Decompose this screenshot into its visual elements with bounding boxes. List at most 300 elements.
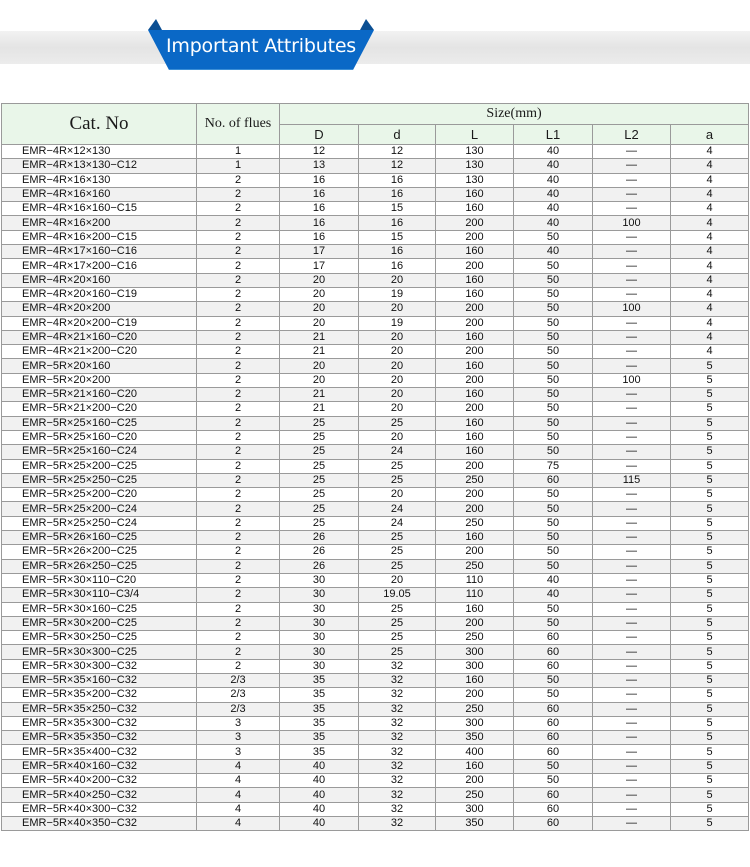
cell-L1: 50 <box>514 373 593 387</box>
cell-D: 12 <box>280 145 359 159</box>
cell-D: 40 <box>280 816 359 830</box>
table-row <box>2 631 749 645</box>
cell-L: 160 <box>436 330 514 344</box>
table-row <box>2 273 749 287</box>
cell-a: 5 <box>671 816 749 830</box>
cell-L: 160 <box>436 273 514 287</box>
cell-D: 26 <box>280 545 359 559</box>
cell-D: 25 <box>280 502 359 516</box>
cell-L: 200 <box>436 688 514 702</box>
cell-L2: — <box>593 202 671 216</box>
cell-D: 25 <box>280 430 359 444</box>
cell-a: 5 <box>671 802 749 816</box>
cell-a: 5 <box>671 716 749 730</box>
cell-flues: 4 <box>197 816 280 830</box>
cell-d: 25 <box>359 631 436 645</box>
cell-cat-no: EMR−5R×30×250−C25 <box>2 631 197 645</box>
header-size-group: Size(mm) <box>280 104 749 125</box>
table-row <box>2 416 749 430</box>
cell-L1: 50 <box>514 259 593 273</box>
cell-flues: 2 <box>197 302 280 316</box>
cell-d: 32 <box>359 774 436 788</box>
cell-D: 16 <box>280 216 359 230</box>
cell-flues: 2/3 <box>197 673 280 687</box>
cell-L2: — <box>593 531 671 545</box>
cell-L: 160 <box>436 430 514 444</box>
table-row <box>2 616 749 630</box>
cell-L: 160 <box>436 245 514 259</box>
cell-L: 200 <box>436 502 514 516</box>
cell-cat-no: EMR−5R×30×160−C25 <box>2 602 197 616</box>
cell-cat-no: EMR−4R×20×160−C19 <box>2 287 197 301</box>
cell-L1: 50 <box>514 673 593 687</box>
cell-d: 19 <box>359 316 436 330</box>
cell-L2: — <box>593 516 671 530</box>
cell-L: 250 <box>436 788 514 802</box>
cell-flues: 2 <box>197 573 280 587</box>
cell-L2: — <box>593 659 671 673</box>
cell-flues: 2/3 <box>197 688 280 702</box>
cell-d: 25 <box>359 559 436 573</box>
cell-d: 32 <box>359 673 436 687</box>
cell-L1: 40 <box>514 159 593 173</box>
cell-flues: 2 <box>197 230 280 244</box>
cell-L1: 40 <box>514 216 593 230</box>
cell-flues: 2 <box>197 602 280 616</box>
cell-L2: — <box>593 330 671 344</box>
cell-a: 4 <box>671 145 749 159</box>
table-body <box>2 145 749 831</box>
cell-cat-no: EMR−4R×12×130 <box>2 145 197 159</box>
cell-D: 30 <box>280 573 359 587</box>
header-L2: L2 <box>593 125 671 145</box>
cell-L2: — <box>593 287 671 301</box>
cell-L1: 50 <box>514 402 593 416</box>
table-row <box>2 373 749 387</box>
cell-flues: 2 <box>197 502 280 516</box>
cell-cat-no: EMR−4R×16×160 <box>2 187 197 201</box>
cell-flues: 2 <box>197 545 280 559</box>
cell-L2: — <box>593 688 671 702</box>
cell-D: 40 <box>280 802 359 816</box>
cell-a: 5 <box>671 359 749 373</box>
cell-cat-no: EMR−5R×40×250−C32 <box>2 788 197 802</box>
cell-cat-no: EMR−5R×40×200−C32 <box>2 774 197 788</box>
cell-D: 13 <box>280 159 359 173</box>
cell-D: 20 <box>280 316 359 330</box>
cell-a: 4 <box>671 273 749 287</box>
cell-L: 200 <box>436 259 514 273</box>
cell-d: 25 <box>359 616 436 630</box>
cell-L1: 50 <box>514 559 593 573</box>
table-row <box>2 145 749 159</box>
cell-D: 25 <box>280 445 359 459</box>
cell-L2: — <box>593 602 671 616</box>
cell-a: 5 <box>671 688 749 702</box>
cell-D: 26 <box>280 531 359 545</box>
cell-L2: — <box>593 673 671 687</box>
cell-cat-no: EMR−4R×16×130 <box>2 173 197 187</box>
cell-D: 20 <box>280 287 359 301</box>
cell-L1: 50 <box>514 330 593 344</box>
cell-L: 110 <box>436 588 514 602</box>
cell-d: 16 <box>359 173 436 187</box>
cell-a: 5 <box>671 731 749 745</box>
cell-a: 5 <box>671 502 749 516</box>
cell-L2: — <box>593 788 671 802</box>
cell-D: 20 <box>280 302 359 316</box>
cell-cat-no: EMR−5R×30×110−C3/4 <box>2 588 197 602</box>
cell-a: 5 <box>671 531 749 545</box>
cell-L1: 50 <box>514 616 593 630</box>
cell-cat-no: EMR−4R×16×200 <box>2 216 197 230</box>
cell-cat-no: EMR−5R×25×200−C24 <box>2 502 197 516</box>
cell-flues: 2 <box>197 459 280 473</box>
cell-a: 5 <box>671 559 749 573</box>
cell-L: 300 <box>436 645 514 659</box>
cell-D: 25 <box>280 416 359 430</box>
cell-D: 17 <box>280 245 359 259</box>
cell-a: 5 <box>671 573 749 587</box>
cell-cat-no: EMR−5R×20×200 <box>2 373 197 387</box>
cell-d: 25 <box>359 602 436 616</box>
cell-L: 200 <box>436 545 514 559</box>
cell-d: 32 <box>359 788 436 802</box>
cell-cat-no: EMR−5R×21×160−C20 <box>2 388 197 402</box>
table-row <box>2 573 749 587</box>
cell-D: 16 <box>280 202 359 216</box>
cell-D: 25 <box>280 459 359 473</box>
cell-a: 5 <box>671 774 749 788</box>
cell-flues: 2 <box>197 259 280 273</box>
cell-L2: — <box>593 731 671 745</box>
cell-D: 17 <box>280 259 359 273</box>
cell-L1: 50 <box>514 488 593 502</box>
cell-flues: 2 <box>197 373 280 387</box>
cell-L: 160 <box>436 531 514 545</box>
cell-L: 250 <box>436 702 514 716</box>
cell-L2: — <box>593 816 671 830</box>
cell-flues: 4 <box>197 802 280 816</box>
cell-L1: 40 <box>514 202 593 216</box>
cell-L2: 100 <box>593 373 671 387</box>
table-row <box>2 516 749 530</box>
cell-d: 20 <box>359 273 436 287</box>
cell-L1: 50 <box>514 287 593 301</box>
cell-L2: — <box>593 559 671 573</box>
cell-d: 20 <box>359 373 436 387</box>
table-row <box>2 716 749 730</box>
cell-cat-no: EMR−5R×30×110−C20 <box>2 573 197 587</box>
cell-cat-no: EMR−4R×13×130−C12 <box>2 159 197 173</box>
cell-D: 40 <box>280 788 359 802</box>
cell-L2: — <box>593 316 671 330</box>
cell-L1: 50 <box>514 416 593 430</box>
cell-L2: — <box>593 645 671 659</box>
cell-L2: — <box>593 745 671 759</box>
cell-d: 19.05 <box>359 588 436 602</box>
banner-bar <box>0 31 750 64</box>
cell-cat-no: EMR−5R×20×160 <box>2 359 197 373</box>
cell-d: 20 <box>359 430 436 444</box>
cell-D: 35 <box>280 716 359 730</box>
cell-flues: 4 <box>197 774 280 788</box>
cell-L1: 50 <box>514 759 593 773</box>
cell-L2: 100 <box>593 216 671 230</box>
cell-L1: 50 <box>514 688 593 702</box>
cell-cat-no: EMR−5R×40×350−C32 <box>2 816 197 830</box>
cell-D: 20 <box>280 359 359 373</box>
attributes-table <box>1 103 749 831</box>
cell-a: 5 <box>671 659 749 673</box>
cell-d: 32 <box>359 816 436 830</box>
cell-L1: 40 <box>514 588 593 602</box>
cell-L1: 60 <box>514 731 593 745</box>
cell-L2: 100 <box>593 302 671 316</box>
cell-L2: — <box>593 588 671 602</box>
cell-L: 160 <box>436 388 514 402</box>
cell-D: 30 <box>280 602 359 616</box>
cell-D: 16 <box>280 187 359 201</box>
cell-D: 30 <box>280 631 359 645</box>
cell-L: 130 <box>436 173 514 187</box>
cell-L2: — <box>593 388 671 402</box>
table-row <box>2 702 749 716</box>
cell-d: 32 <box>359 702 436 716</box>
cell-flues: 2 <box>197 330 280 344</box>
cell-a: 4 <box>671 202 749 216</box>
table-row <box>2 430 749 444</box>
cell-flues: 3 <box>197 716 280 730</box>
cell-a: 5 <box>671 459 749 473</box>
cell-cat-no: EMR−5R×26×250−C25 <box>2 559 197 573</box>
cell-a: 5 <box>671 673 749 687</box>
header-no-of-flues: No. of flues <box>197 104 280 145</box>
banner-title: Important Attributes <box>165 35 357 57</box>
cell-L1: 60 <box>514 645 593 659</box>
cell-d: 32 <box>359 759 436 773</box>
header-cat-no: Cat. No <box>2 104 197 145</box>
cell-a: 5 <box>671 602 749 616</box>
cell-L2: — <box>593 416 671 430</box>
cell-d: 16 <box>359 187 436 201</box>
cell-L: 200 <box>436 216 514 230</box>
cell-a: 4 <box>671 187 749 201</box>
cell-flues: 2 <box>197 287 280 301</box>
cell-cat-no: EMR−5R×26×200−C25 <box>2 545 197 559</box>
cell-flues: 4 <box>197 788 280 802</box>
table-row <box>2 688 749 702</box>
header-d: d <box>359 125 436 145</box>
cell-L2: — <box>593 802 671 816</box>
cell-L: 250 <box>436 631 514 645</box>
table-row <box>2 559 749 573</box>
cell-a: 5 <box>671 616 749 630</box>
table-row <box>2 187 749 201</box>
cell-L: 130 <box>436 145 514 159</box>
cell-L2: — <box>593 402 671 416</box>
cell-L1: 50 <box>514 345 593 359</box>
cell-d: 19 <box>359 287 436 301</box>
cell-cat-no: EMR−5R×35×250−C32 <box>2 702 197 716</box>
table-row <box>2 230 749 244</box>
table-row <box>2 502 749 516</box>
cell-flues: 2 <box>197 316 280 330</box>
cell-L: 110 <box>436 573 514 587</box>
cell-flues: 2 <box>197 559 280 573</box>
cell-cat-no: EMR−5R×35×400−C32 <box>2 745 197 759</box>
cell-cat-no: EMR−5R×30×300−C32 <box>2 659 197 673</box>
table-row <box>2 316 749 330</box>
cell-L: 200 <box>436 774 514 788</box>
cell-L: 160 <box>436 602 514 616</box>
cell-D: 21 <box>280 345 359 359</box>
cell-cat-no: EMR−5R×35×300−C32 <box>2 716 197 730</box>
cell-flues: 2 <box>197 631 280 645</box>
cell-D: 25 <box>280 488 359 502</box>
cell-L2: — <box>593 716 671 730</box>
cell-cat-no: EMR−5R×40×300−C32 <box>2 802 197 816</box>
cell-cat-no: EMR−4R×17×160−C16 <box>2 245 197 259</box>
cell-D: 35 <box>280 688 359 702</box>
table-row <box>2 459 749 473</box>
cell-cat-no: EMR−4R×17×200−C16 <box>2 259 197 273</box>
cell-flues: 2 <box>197 273 280 287</box>
table-row <box>2 202 749 216</box>
cell-L2: — <box>593 545 671 559</box>
cell-L2: — <box>593 445 671 459</box>
cell-cat-no: EMR−4R×20×200 <box>2 302 197 316</box>
cell-D: 40 <box>280 774 359 788</box>
cell-L1: 50 <box>514 502 593 516</box>
cell-L: 200 <box>436 402 514 416</box>
cell-L: 200 <box>436 488 514 502</box>
cell-a: 4 <box>671 230 749 244</box>
cell-flues: 2 <box>197 659 280 673</box>
cell-L: 200 <box>436 345 514 359</box>
table-row <box>2 445 749 459</box>
cell-d: 32 <box>359 731 436 745</box>
cell-a: 5 <box>671 588 749 602</box>
cell-d: 15 <box>359 230 436 244</box>
table-row <box>2 602 749 616</box>
cell-L1: 50 <box>514 774 593 788</box>
cell-L2: — <box>593 616 671 630</box>
cell-cat-no: EMR−5R×30×300−C25 <box>2 645 197 659</box>
header-L1: L1 <box>514 125 593 145</box>
cell-L: 250 <box>436 516 514 530</box>
cell-L1: 60 <box>514 716 593 730</box>
cell-a: 5 <box>671 745 749 759</box>
cell-a: 5 <box>671 416 749 430</box>
cell-L1: 50 <box>514 602 593 616</box>
cell-a: 4 <box>671 173 749 187</box>
cell-a: 4 <box>671 316 749 330</box>
cell-flues: 2 <box>197 216 280 230</box>
cell-d: 24 <box>359 502 436 516</box>
cell-flues: 2 <box>197 402 280 416</box>
table-row <box>2 759 749 773</box>
cell-L1: 60 <box>514 702 593 716</box>
cell-cat-no: EMR−5R×25×250−C25 <box>2 473 197 487</box>
header-a: a <box>671 125 749 145</box>
cell-cat-no: EMR−5R×35×160−C32 <box>2 673 197 687</box>
cell-d: 20 <box>359 488 436 502</box>
cell-D: 25 <box>280 473 359 487</box>
table-row <box>2 731 749 745</box>
cell-D: 20 <box>280 273 359 287</box>
cell-d: 24 <box>359 516 436 530</box>
cell-d: 32 <box>359 745 436 759</box>
cell-L: 160 <box>436 759 514 773</box>
cell-L: 350 <box>436 731 514 745</box>
table-row <box>2 473 749 487</box>
header-D: D <box>280 125 359 145</box>
cell-D: 35 <box>280 731 359 745</box>
cell-d: 20 <box>359 402 436 416</box>
cell-d: 25 <box>359 416 436 430</box>
table-row <box>2 330 749 344</box>
cell-a: 5 <box>671 473 749 487</box>
cell-L1: 60 <box>514 659 593 673</box>
cell-D: 35 <box>280 702 359 716</box>
cell-flues: 2 <box>197 345 280 359</box>
cell-L: 300 <box>436 659 514 673</box>
cell-L1: 50 <box>514 545 593 559</box>
cell-cat-no: EMR−5R×21×200−C20 <box>2 402 197 416</box>
table-row <box>2 673 749 687</box>
cell-L1: 50 <box>514 273 593 287</box>
cell-cat-no: EMR−4R×21×160−C20 <box>2 330 197 344</box>
cell-cat-no: EMR−5R×35×350−C32 <box>2 731 197 745</box>
table-row <box>2 173 749 187</box>
cell-flues: 2 <box>197 430 280 444</box>
cell-d: 32 <box>359 659 436 673</box>
cell-L1: 60 <box>514 816 593 830</box>
cell-cat-no: EMR−5R×25×200−C25 <box>2 459 197 473</box>
cell-d: 20 <box>359 359 436 373</box>
cell-D: 40 <box>280 759 359 773</box>
cell-flues: 2 <box>197 173 280 187</box>
cell-d: 25 <box>359 473 436 487</box>
cell-L1: 60 <box>514 631 593 645</box>
cell-L: 250 <box>436 473 514 487</box>
cell-L2: — <box>593 502 671 516</box>
cell-D: 25 <box>280 516 359 530</box>
cell-flues: 3 <box>197 731 280 745</box>
cell-cat-no: EMR−4R×20×160 <box>2 273 197 287</box>
cell-L1: 60 <box>514 745 593 759</box>
cell-flues: 2 <box>197 245 280 259</box>
cell-L1: 50 <box>514 302 593 316</box>
table-row <box>2 287 749 301</box>
cell-a: 5 <box>671 402 749 416</box>
cell-a: 4 <box>671 259 749 273</box>
cell-L: 200 <box>436 373 514 387</box>
cell-L1: 50 <box>514 388 593 402</box>
cell-D: 35 <box>280 673 359 687</box>
table-row <box>2 545 749 559</box>
cell-d: 12 <box>359 145 436 159</box>
cell-flues: 2 <box>197 531 280 545</box>
cell-d: 20 <box>359 345 436 359</box>
cell-L2: — <box>593 173 671 187</box>
cell-L2: — <box>593 187 671 201</box>
cell-a: 5 <box>671 759 749 773</box>
cell-D: 21 <box>280 402 359 416</box>
cell-L2: — <box>593 230 671 244</box>
table-row <box>2 216 749 230</box>
